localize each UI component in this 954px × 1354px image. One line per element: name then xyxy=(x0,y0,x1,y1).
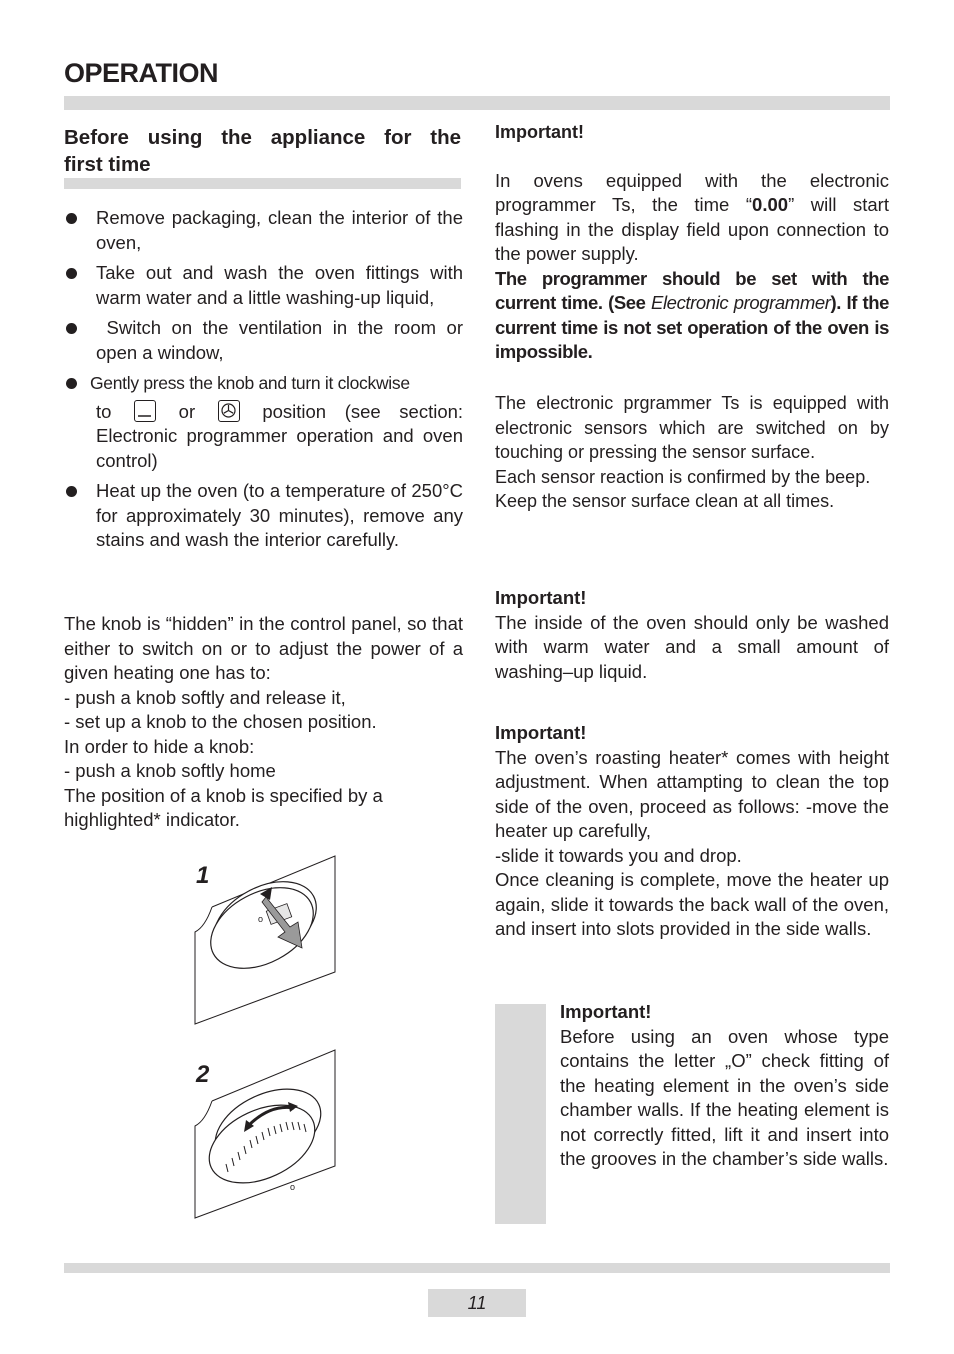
list-item: Switch on the ventilation in the room or open a window, xyxy=(64,316,463,365)
important-note-2: Important! The inside of the oven should only be washed with warm water and a small amount of washing–up liquid. xyxy=(495,587,889,682)
page-number: 11 xyxy=(428,1289,526,1317)
instruction-list xyxy=(64,206,463,559)
knob-paragraph: The knob is “hidden” in the control panel, so that either to switch on or to adjust the power of a given heating one has to: - push a knob softly and release it, - set up a knob to the chosen position. In order to hide a knob: - push a knob softly home The position of a knob is specified by a highlighted* indicator. xyxy=(64,613,463,830)
sensor-info: The electronic prgrammer Ts is equipped with electronic sensors which are switched on by touching or pressing the sensor surface. Each sensor reaction is confirmed by the beep. Keep the sensor surface clean at all times. xyxy=(495,393,889,511)
bullet-icon xyxy=(66,213,77,224)
fan-heater-icon xyxy=(218,400,240,422)
knob-push-illustration xyxy=(190,852,340,1027)
section-title-line2: first time xyxy=(64,153,151,176)
list-item: Heat up the oven (to a temperature of 250°C for approximately 30 minutes), remove any stains and wash the interior carefully. xyxy=(64,479,463,553)
bullet-icon xyxy=(66,323,77,334)
knob-bullet-line1: Gently press the knob and turn it clockwise xyxy=(90,373,410,393)
list-item: Take out and wash the oven fittings with warm water and a little washing-up liquid, xyxy=(64,261,463,310)
section-divider xyxy=(64,178,461,189)
bullet-icon xyxy=(66,378,77,389)
list-item: Gently press the knob and turn it clockwise to or position (see section: Electronic programmer operation and oven control) xyxy=(64,371,463,473)
knob-turn-illustration xyxy=(190,1046,340,1221)
figure-number: 2 xyxy=(196,1061,210,1088)
svg-text:o: o xyxy=(258,914,264,924)
important-note-3: Important! The oven’s roasting heater* comes with height adjustment. When attampting to clean the top side of the oven, proceed as follows: -move the heater up carefully, -slide it towards you and drop. Once cleaning is complete, move the heater up again, slide it towards the back wall of the oven, and insert into slots provided in the side walls. xyxy=(495,722,889,939)
list-item: Remove packaging, clean the interior of the oven, xyxy=(64,206,463,255)
bullet-icon xyxy=(66,486,77,497)
section-title xyxy=(64,124,461,178)
bullet-icon xyxy=(66,268,77,279)
section-title-line1: Before using the appliance for the xyxy=(64,126,461,149)
svg-text:o: o xyxy=(290,1182,296,1192)
figure-number: 1 xyxy=(196,862,210,889)
page-title: OPERATION xyxy=(64,58,219,88)
top-bottom-heater-icon xyxy=(134,400,156,422)
footer-divider xyxy=(64,1263,890,1273)
important-note-1: Important! In ovens equipped with the electronic programmer Ts, the time “0.00” will start flashing in the display field upon connection to the power supply. The programmer should be set with the current time. (See Electronic programmer). If the current time is not set operation of the oven is impossible. xyxy=(495,122,889,362)
header-divider xyxy=(64,96,890,110)
important-note-4: Important! Before using an oven whose type contains the letter „O” check fitting of the heating element in the oven’s side chamber walls. If the heating element is not correctly fitted, lift it and insert into the grooves in the chamber’s side walls. xyxy=(560,1001,889,1169)
note-side-bar xyxy=(495,1004,546,1224)
